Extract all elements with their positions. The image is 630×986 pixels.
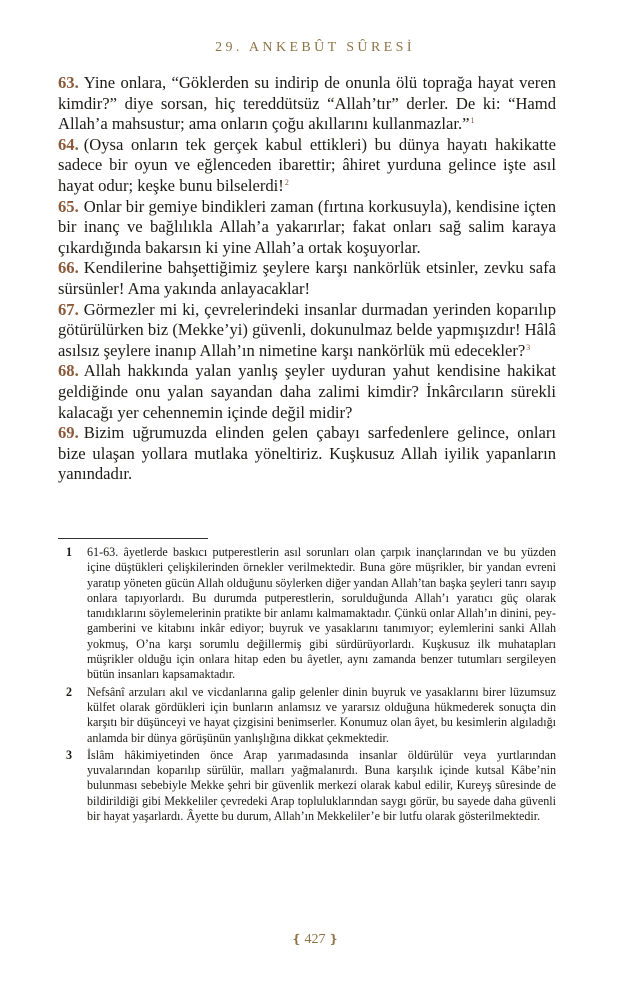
footnote-ref[interactable]: 1 (470, 116, 475, 126)
verse (58, 197, 556, 259)
ornament-left-icon: ❴ (291, 932, 302, 946)
footnote (58, 685, 556, 746)
verse (58, 423, 556, 485)
footnote (58, 748, 556, 824)
verse-text: Yine onlara, “Göklerden su indirip de onunla ölü toprağa hayat veren kimdir?” diye sorsan, hiç tereddütsüz “Allah’tır” derler. De ki: “Hamd Allah’a mahsustur; ama onların çoğu akıllarını kullanmazlar.” (58, 73, 556, 134)
verse-number: 65. (58, 196, 79, 216)
running-header: 29. ANKEBÛT SÛRESİ (215, 40, 415, 55)
footnote-number: 3 (66, 747, 73, 762)
verse-text: Kendilerine bahşettiğimiz şeylere karşı nankörlük etsinler, zevku safa sürsünler! Ama yakında anlayacaklar! (58, 258, 556, 298)
verse-number: 69. (58, 423, 79, 443)
footnote-number: 2 (66, 684, 73, 699)
footnote-number: 1 (66, 545, 73, 559)
footnote (58, 545, 556, 683)
verse (58, 361, 556, 423)
ornament-right-icon: ❵ (328, 932, 339, 946)
verse (58, 300, 556, 362)
verse-number: 67. (58, 299, 79, 319)
page-footer (0, 932, 630, 948)
footnote-ref[interactable]: 2 (284, 177, 289, 187)
footnote-divider (58, 538, 208, 539)
verse-text: Görmezler mi ki, çevrelerindeki insanlar durmadan yerinden koparılıp götürülürken biz (Mekke’yi) güvenli, dokunulmaz belde yapmışızdır! Hâlâ asılsız şeylere inanıp Allah’ın nimetine karşı nankörlük mü edecekler? (58, 299, 556, 360)
verse-number: 68. (58, 361, 79, 381)
verse-text: (Oysa onların tek gerçek kabul ettikleri) bu dünya hayatı hakikatte sadece bir oyun ve eğlenceden ibarettir; âhiret yurduna gelince işte asıl hayat odur; keşke bunu bilselerdi! (58, 134, 556, 195)
verse-list (58, 73, 556, 485)
verse-number: 66. (58, 258, 79, 278)
page-number: 427 (304, 932, 326, 947)
footnote-text: 61-63. âyetlerde baskıcı putperestlerin asıl sorunları olan çarpık inançlarından ve bu yüzden içine düştükleri çelişkilerinden örnekler verilmektedir. Buna göre müşrikler, bir yandan evreni yaratıp yöneten gücün Allah olduğunu söylerken diğer yandan Allah’tan başka şeyleri tanrı sayıp onlara tapıyorlardı. Bu durumda putperestlerin, sorulduğunda Allah’ı yaratıcı güç olarak tanıdıklarını söylemelerinin pratikte bir anlamı kalmamaktadır. Çünkü onlar Allah’ın dinini, peygamberini ve kitabını inkâr ediyor; buyruk ve yasaklarını tanımıyor; eylemlerini sanki Allah yokmuş, O’na karşı sorumlu değillermiş gibi sürdürüyorlardı. Kuşkusuz ilk muhatapları müşrikler olduğu için onlara hitap eden bu âyetler, aynı zamanda benzer tutumları sergileyen bütün insanları kapsamaktadır. (87, 545, 556, 682)
verse (58, 135, 556, 197)
footnote-ref[interactable]: 3 (526, 342, 531, 352)
verse-text: Allah hakkında yalan yanlış şeyler uyduran yahut kendisine hakikat geldiğinde onu yalan sayandan daha zalimi kimdir? İnkârcıların sürekli kalacağı yer cehennemin içinde değil midir? (58, 361, 556, 422)
verse (58, 73, 556, 135)
footnote-text: İslâm hâkimiyetinden önce Arap yarımadasında insanlar öldürülür veya yurtlarından yuvalarından koparılıp sürülür, malları yağmalanırdı. Buna karşılık içinde kutsal Kâbe’nin bulunması sebebiyle Mekke şehri bir güvenlik merkezi olarak kabul edilir, Kureyş sûresinde de bildirildiği gibi Mekkeliler çevredeki Arap topluluklarından saygı görür, bu sayede daha güvenli bir hayat yaşarlardı. Âyette bu durum, Allah’ın Mekkeliler’e bir lutfu olarak gösterilmektedir. (87, 747, 556, 824)
verse-number: 64. (58, 134, 79, 154)
footnote-text: Nefsânî arzuları akıl ve vicdanlarına galip gelenler dinin buyruk ve yasaklarını birer lüzumsuz külfet olarak gördükleri için bunların anlamsız ve yararsız olduğuna hükmederek sonuçta din karşıtı bir düşünceyi ve hayat çizgisini benimserler. Konumuz olan âyet, bu kesimlerin algıladığı anlamda bir dünya görüşünün yanlışlığına dikkat çekmektedir. (87, 684, 556, 745)
footnote-list (58, 545, 556, 826)
verse-number: 63. (58, 73, 79, 92)
verse-text: Bizim uğrumuzda elinden gelen çabayı sarfedenlere gelince, onları bize ulaşan yollara mutlaka yöneltiriz. Kuşkusuz Allah iyilik yapanların yanındadır. (58, 423, 556, 484)
verse-text: Onlar bir gemiye bindikleri zaman (fırtına korkusuyla), kendisine içten bir inanç ve bağlılıkla Allah’a yakarırlar; fakat onları sağ salim karaya çıkardığında bakarsın ki yine Allah’a ortak koşuyorlar. (58, 196, 556, 257)
verse (58, 258, 556, 299)
